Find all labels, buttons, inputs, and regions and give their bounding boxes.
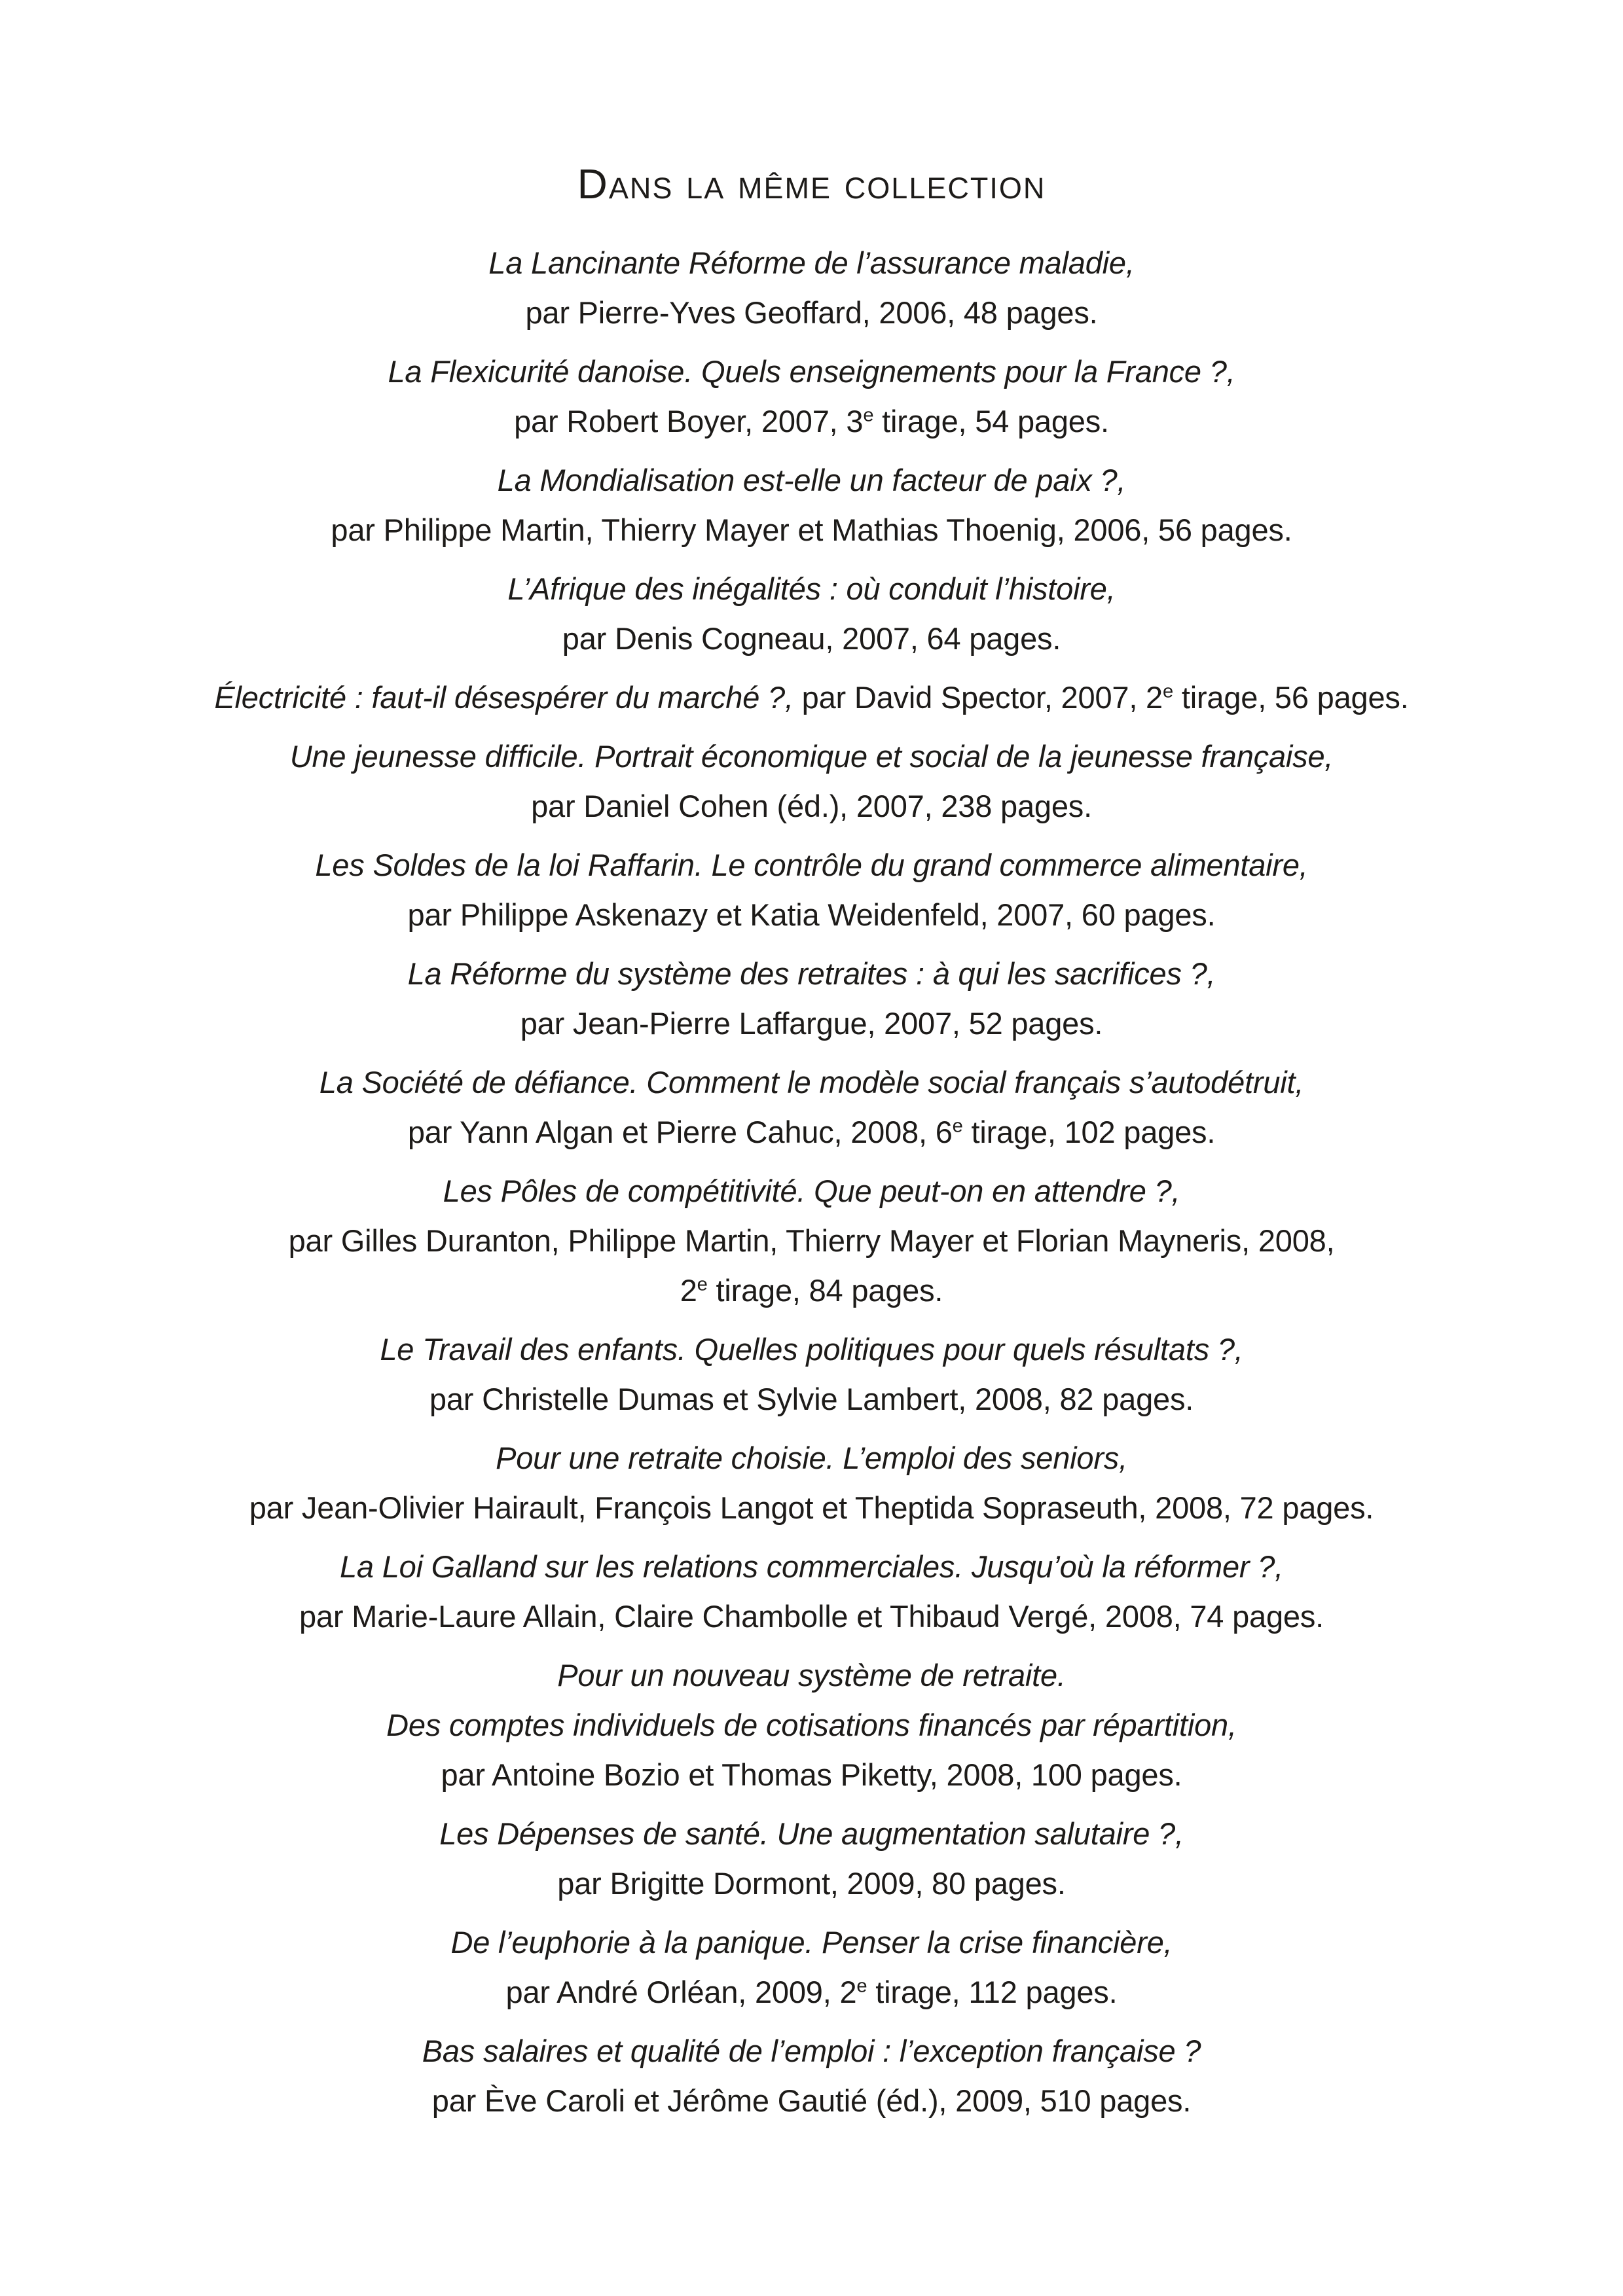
- ordinal-superscript: e: [952, 1115, 963, 1137]
- collection-entry: [0, 1433, 1623, 1533]
- credit-text-segment: par Marie-Laure Allain, Claire Chambolle et Thibaud Vergé, 2008, 74 pages.: [299, 1599, 1324, 1634]
- entry-line: [0, 2076, 1623, 2126]
- ordinal-superscript: e: [856, 1975, 867, 1997]
- credit-text-segment: tirage, 102 pages.: [962, 1115, 1216, 1149]
- credit-text-segment: par Philippe Askenazy et Katia Weidenfeld, 2007, 60 pages.: [407, 897, 1216, 932]
- entry-line: [0, 1483, 1623, 1533]
- book-title-segment: Bas salaires et qualité de l’emploi : l’exception française ?: [422, 2034, 1201, 2068]
- entry-line: [0, 673, 1623, 723]
- book-title-segment: De l’euphorie à la panique. Penser la crise financière,: [450, 1925, 1173, 1960]
- entry-line: [0, 1651, 1623, 1700]
- book-title-segment: Pour un nouveau système de retraite.: [557, 1658, 1066, 1693]
- book-title-segment: L’Afrique des inégalités : où conduit l’histoire,: [507, 571, 1116, 606]
- entry-line: [0, 1058, 1623, 1107]
- credit-text-segment: par Brigitte Dormont, 2009, 80 pages.: [557, 1866, 1066, 1901]
- entry-line: [0, 840, 1623, 890]
- book-title-segment: Les Soldes de la loi Raffarin. Le contrôle du grand commerce alimentaire,: [315, 848, 1308, 882]
- entry-line: [0, 1433, 1623, 1483]
- entry-line: [0, 397, 1623, 446]
- entry-line: [0, 1374, 1623, 1424]
- collection-entry: [0, 1542, 1623, 1641]
- entry-line: [0, 1266, 1623, 1316]
- entry-line: [0, 1216, 1623, 1266]
- book-title-segment: La Flexicurité danoise. Quels enseignements pour la France ?,: [388, 354, 1235, 389]
- credit-text-segment: par Antoine Bozio et Thomas Piketty, 2008, 100 pages.: [441, 1757, 1182, 1792]
- entry-line: [0, 781, 1623, 831]
- book-title-segment: Électricité : faut-il désespérer du marché ?,: [214, 680, 793, 715]
- book-title-segment: Des comptes individuels de cotisations financés par répartition,: [386, 1708, 1237, 1742]
- entry-line: [0, 1166, 1623, 1216]
- credit-text-segment: par Gilles Duranton, Philippe Martin, Thierry Mayer et Florian Mayneris, 2008,: [288, 1223, 1335, 1258]
- credit-text-segment: par Robert Boyer, 2007, 3: [514, 404, 864, 439]
- book-title-segment: Pour une retraite choisie. L’emploi des seniors,: [496, 1441, 1127, 1475]
- collection-entry: [0, 732, 1623, 831]
- entry-line: [0, 2026, 1623, 2076]
- credit-text-segment: tirage, 84 pages.: [707, 1273, 943, 1308]
- entry-line: [0, 732, 1623, 781]
- collection-entry: [0, 347, 1623, 446]
- credit-text-segment: par Jean-Olivier Hairault, François Langot et Theptida Sopraseuth, 2008, 72 pages.: [249, 1490, 1374, 1525]
- credit-text-segment: par Ève Caroli et Jérôme Gautié (éd.), 2009, 510 pages.: [431, 2083, 1192, 2118]
- collection-entry: [0, 1166, 1623, 1316]
- collection-entry: [0, 1058, 1623, 1157]
- book-title-segment: La Mondialisation est-elle un facteur de paix ?,: [497, 463, 1126, 497]
- collection-entry: [0, 1918, 1623, 2017]
- credit-text-segment: par Philippe Martin, Thierry Mayer et Mathias Thoenig, 2006, 56 pages.: [331, 512, 1292, 547]
- entry-line: [0, 999, 1623, 1049]
- entry-line: [0, 1750, 1623, 1800]
- book-title-segment: Le Travail des enfants. Quelles politiques pour quels résultats ?,: [380, 1332, 1243, 1367]
- collection-entry: [0, 1809, 1623, 1909]
- credit-text-segment: tirage, 112 pages.: [867, 1975, 1118, 2009]
- credit-text-segment: par Yann Algan et Pierre Cahuc, 2008, 6: [407, 1115, 953, 1149]
- book-title-segment: Une jeunesse difficile. Portrait économique et social de la jeunesse française,: [289, 739, 1334, 774]
- collection-entry: [0, 1651, 1623, 1800]
- entry-line: [0, 288, 1623, 338]
- credit-text-segment: tirage, 54 pages.: [873, 404, 1109, 439]
- collection-entry: [0, 238, 1623, 338]
- credit-text-segment: par Denis Cogneau, 2007, 64 pages.: [562, 621, 1061, 656]
- book-title-segment: Les Pôles de compétitivité. Que peut-on en attendre ?,: [443, 1174, 1180, 1208]
- entry-line: [0, 1809, 1623, 1859]
- entry-line: [0, 1859, 1623, 1909]
- collection-entry: [0, 840, 1623, 940]
- entry-line: [0, 1542, 1623, 1592]
- collection-entry: [0, 456, 1623, 555]
- entry-line: [0, 456, 1623, 505]
- collection-heading: Dans la même collection: [577, 160, 1046, 207]
- entry-line: [0, 949, 1623, 999]
- entry-line: [0, 505, 1623, 555]
- book-title-segment: La Loi Galland sur les relations commerciales. Jusqu’où la réformer ?,: [339, 1549, 1284, 1584]
- credit-text-segment: par David Spector, 2007, 2: [793, 680, 1163, 715]
- collection-list: [0, 238, 1623, 2135]
- credit-text-segment: par Jean-Pierre Laffargue, 2007, 52 pages.: [520, 1006, 1103, 1041]
- book-title-segment: Les Dépenses de santé. Une augmentation salutaire ?,: [439, 1816, 1184, 1851]
- collection-entry: [0, 1325, 1623, 1424]
- collection-entry: [0, 673, 1623, 723]
- entry-line: [0, 1325, 1623, 1374]
- book-title-segment: La Société de défiance. Comment le modèle social français s’autodétruit,: [319, 1065, 1304, 1100]
- ordinal-superscript: e: [697, 1274, 708, 1295]
- credit-text-segment: par Pierre-Yves Geoffard, 2006, 48 pages.: [525, 295, 1098, 330]
- entry-line: [0, 1918, 1623, 1967]
- entry-line: [0, 238, 1623, 288]
- ordinal-superscript: e: [1162, 681, 1173, 702]
- collection-entry: [0, 949, 1623, 1049]
- book-title-segment: La Lancinante Réforme de l’assurance maladie,: [488, 245, 1135, 280]
- ordinal-superscript: e: [863, 404, 874, 426]
- credit-text-segment: tirage, 56 pages.: [1173, 680, 1409, 715]
- entry-line: [0, 890, 1623, 940]
- credit-text-segment: par Christelle Dumas et Sylvie Lambert, 2008, 82 pages.: [429, 1382, 1194, 1416]
- credit-text-segment: par André Orléan, 2009, 2: [505, 1975, 857, 2009]
- entry-line: [0, 564, 1623, 614]
- entry-line: [0, 614, 1623, 664]
- collection-entry: [0, 564, 1623, 664]
- entry-line: [0, 1107, 1623, 1157]
- entry-line: [0, 1700, 1623, 1750]
- collection-entry: [0, 2026, 1623, 2126]
- entry-line: [0, 1967, 1623, 2017]
- credit-text-segment: 2: [680, 1273, 697, 1308]
- entry-line: [0, 347, 1623, 397]
- entry-line: [0, 1592, 1623, 1641]
- book-title-segment: La Réforme du système des retraites : à qui les sacrifices ?,: [407, 956, 1216, 991]
- credit-text-segment: par Daniel Cohen (éd.), 2007, 238 pages.: [531, 789, 1092, 823]
